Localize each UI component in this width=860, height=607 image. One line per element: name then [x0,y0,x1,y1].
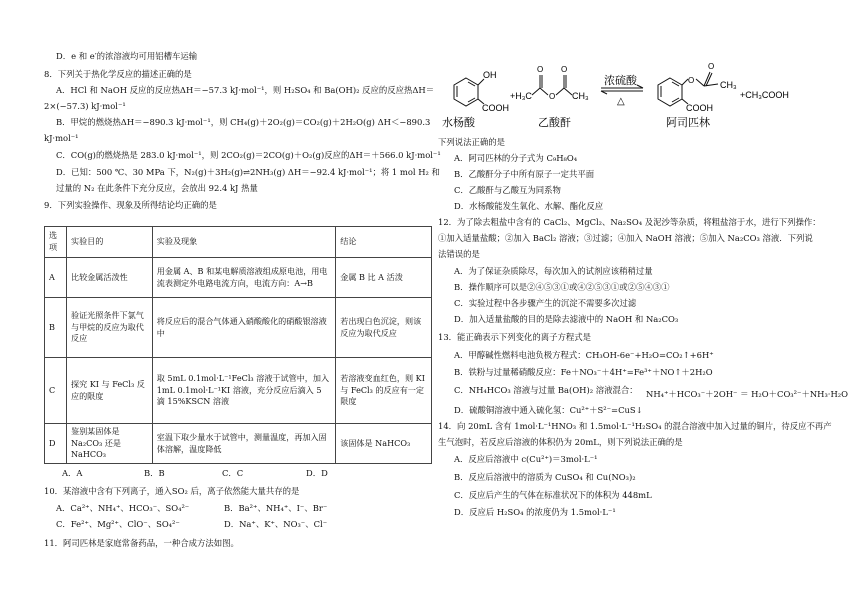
table-cell: 比较金属活泼性 [66,258,152,298]
q8-stem: 8．下列关于热化学反应的描述正确的是 [44,69,192,79]
q8-option-d-cont: 过量的 N₂ 在此条件下充分反应，会放出 92.4 kJ 热量 [56,183,258,193]
q10-option-d: D．Na⁺、K⁺、NO₃⁻、Cl⁻ [224,519,328,529]
q11-option-a: A．阿司匹林的分子式为 C₉H₈O₄ [454,153,578,163]
table-row [45,424,432,464]
table-header: 结论 [336,227,432,258]
table-header-row [45,227,432,258]
anhydride-carbonyl-o: O [537,65,544,74]
q11-substem: 下列说法正确的是 [438,137,505,147]
q10-option-c: C．Fe²⁺、Mg²⁺、ClO⁻、SO₄²⁻ [56,519,180,529]
q11-stem: 11．阿司匹林是家庭常备药品，一种合成方法如图。 [44,538,239,548]
q11-option-b: B．乙酸酐分子中所有原子一定共平面 [454,169,595,179]
table-header: 实验及现象 [152,227,335,258]
q7-option-d: D．e 和 e′的浓溶液均可用铝槽车运输 [56,51,198,61]
q13-option-c: C．NH₄HCO₃ 溶液与过量 Ba(OH)₂ 溶液混合： [454,385,638,395]
table-cell: 若出现白色沉淀，则该反应为取代反应 [336,298,432,358]
table-cell: 鉴别某固体是 Na₂CO₃ 还是 NaHCO₃ [66,424,152,464]
table-cell: 若溶液变血红色，则 KI 与 FeCl₃ 的反应有一定限度 [336,358,432,424]
aspirin-label: 阿司匹林 [666,116,710,129]
q13-option-b: B．铁粉与过量稀硝酸反应：Fe＋NO₃⁻＋4H⁺=Fe³⁺＋NO↑＋2H₂O [454,367,713,377]
catalyst-label: 浓硫酸 [604,74,637,87]
q14-option-d: D．反应后 H₂SO₄ 的浓度仍为 1.5mol·L⁻¹ [454,507,616,517]
salicylic-acid-structure [454,78,484,106]
experiment-table [44,226,432,464]
q14-option-b: B．反应后溶液中的溶质为 CuSO₄ 和 Cu(NO₃)₂ [454,472,636,482]
q12-stem-cont: ①加入适量盐酸；②加入 BaCl₂ 溶液；③过滤；④加入 NaOH 溶液；⑤加入 Na₂CO₃ 溶液．下列说 [438,233,813,243]
q9-stem: 9．下列实验操作、现象及所得结论均正确的是 [44,200,217,210]
q13-stem: 13．能正确表示下列变化的离子方程式是 [438,332,592,342]
table-cell: 室温下取少量水于试管中，测量温度，再加入固体溶解，温度降低 [152,424,335,464]
ester-methyl: CH₃ [720,80,737,90]
q8-option-d: D．已知：500 ℃、30 MPa 下，N₂(g)＋3H₂(g)⇌2NH₃(g) ΔH＝−92.4 kJ·mol⁻¹；将 1 mol H₂ 和 [56,167,440,177]
ester-carbonyl-o: O [708,62,715,71]
table-cell: 取 5mL 0.1mol·L⁻¹FeCl₃ 溶液于试管中，加入 1mL 0.1mol·L⁻¹KI 溶液，充分反应后滴入 5 滴 15%KSCN 溶液 [152,358,335,424]
cooh-label: COOH [482,103,509,113]
aspirin-synthesis-scheme [438,60,838,130]
q12-option-a: A．为了保证杂质除尽，每次加入的试剂应该稍稍过量 [454,266,653,276]
q13-option-c-equation: NH₄⁺＋HCO₃⁻＋2OH⁻ ＝ H₂O＋CO₃²⁻＋NH₃·H₂O [646,389,848,399]
q8-option-a: A．HCl 和 NaOH 反应的反应热ΔH＝−57.3 kJ·mol⁻¹，则 H₂SO₄ 和 Ba(OH)₂ 反应的反应热ΔH＝ [56,85,435,95]
anhydride-bridge-o: O [549,92,556,101]
q9-choice-c: C．C [222,468,244,478]
q9-choice-b: B．B [144,468,165,478]
q8-option-b: B．甲烷的燃烧热ΔH＝−890.3 kJ·mol⁻¹，则 CH₄(g)＋2O₂(g)＝CO₂(g)＋2H₂O(g) ΔH＜−890.3 [56,117,431,127]
q8-option-c: C．CO(g)的燃烧热是 283.0 kJ·mol⁻¹，则 2CO₂(g)＝2CO(g)＋O₂(g)反应的ΔH＝＋566.0 kJ·mol⁻¹ [56,150,441,160]
acetic-acid-byproduct: +CH₃COOH [740,90,789,100]
oh-label: OH [483,70,497,80]
q14-stem: 14．向 20mL 含有 1mol·L⁻¹HNO₃ 和 1.5mol·L⁻¹H₂SO₄ 的混合溶液中加入过量的铜片，待反应不再产 [438,421,832,431]
q11-option-c: C．乙酸酐与乙酸互为同系物 [454,185,561,195]
q14-stem-cont: 生气泡时，若反应后溶液的体积仍为 20mL，则下列说法正确的是 [438,437,683,447]
anhydride-left-methyl: +H₃C [510,91,532,101]
q8-option-b-cont: kJ·mol⁻¹ [44,133,79,143]
table-cell: A [45,258,67,298]
table-cell: 金属 B 比 A 活泼 [336,258,432,298]
q10-option-a: A．Ca²⁺、NH₄⁺、HCO₃⁻、SO₄²⁻ [56,503,190,513]
q12-option-d: D．加入适量盐酸的目的是除去滤液中的 NaOH 和 Na₂CO₃ [454,314,679,324]
q12-option-c: C．实验过程中各步骤产生的沉淀不需要多次过滤 [454,298,637,308]
table-cell: B [45,298,67,358]
q10-stem: 10．某溶液中含有下列离子，通入SO₂ 后，离子依然能大量共存的是 [44,486,300,496]
table-cell: 用金属 A、B 和某电解质溶液组成原电池，用电流表测定外电路电流方向，电流方向：A→B [152,258,335,298]
q12-option-b: B．操作顺序可以是②④⑤③①或④②⑤③①或②⑤④③① [454,282,670,292]
q9-choice-a: A．A [62,468,83,478]
table-header: 选项 [45,227,67,258]
table-header: 实验目的 [66,227,152,258]
q12-stem-cont: 法错误的是 [438,249,480,259]
table-row [45,258,432,298]
heat-symbol: △ [617,96,625,107]
q14-option-c: C．反应后产生的气体在标准状况下的体积为 448mL [454,490,652,500]
q13-option-d: D．硫酸铜溶液中通入硫化氢：Cu²⁺＋S²⁻=CuS↓ [454,405,643,415]
anhydride-carbonyl-o: O [561,65,568,74]
q13-option-a: A．甲醇碱性燃料电池负极方程式：CH₃OH-6e⁻+H₂O=CO₂↑+6H⁺ [454,350,714,360]
table-cell: 探究 KI 与 FeCl₃ 反应的限度 [66,358,152,424]
table-cell: D [45,424,67,464]
q14-option-a: A．反应后溶液中 c(Cu²⁺)＝3mol·L⁻¹ [454,454,598,464]
table-row [45,358,432,424]
acetic-anhydride-label: 乙酸酐 [538,116,571,129]
ester-o: O [688,76,695,85]
table-cell: 该固体是 NaHCO₃ [336,424,432,464]
q9-choice-d: D．D [306,468,328,478]
anhydride-right-methyl: CH₃ [572,91,589,101]
q11-option-d: D．水杨酸能发生氧化、水解、酯化反应 [454,201,604,211]
aspirin-cooh-label: COOH [686,103,713,113]
q10-option-b: B．Ba²⁺、NH₄⁺、I⁻、Br⁻ [224,503,328,513]
table-cell: 验证光照条件下氯气与甲烷的反应为取代反应 [66,298,152,358]
table-cell: C [45,358,67,424]
salicylic-acid-label: 水杨酸 [442,116,475,129]
table-row [45,298,432,358]
q12-stem: 12．为了除去粗盐中含有的 CaCl₂、MgCl₂、Na₂SO₄ 及泥沙等杂质，将粗盐溶于水，进行下列操作： [438,217,821,227]
table-cell: 将反应后的混合气体通入硝酸酸化的硝酸银溶液中 [152,298,335,358]
q8-option-a-cont: 2×(−57.3) kJ·mol⁻¹ [44,101,126,111]
